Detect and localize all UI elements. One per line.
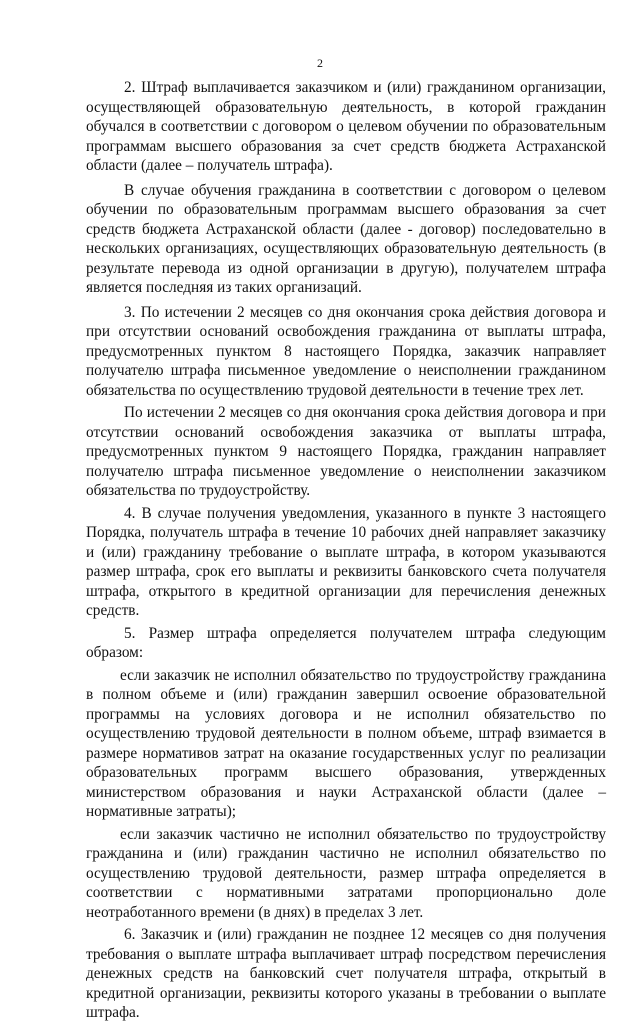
document-body [86, 78, 606, 1026]
paragraph-5-clause-partial: если заказчик частично не исполнил обязательство по трудоустройству гражданина и (или) гражданин частично не исполнил обязательство по осуществлению трудовой деятельности, размер штрафа определяется в соответствии с нормативными затратами пропорционально доле неотработанного времени (в днях) в пределах 3 лет. [86, 825, 606, 921]
paragraph-2: 2. Штраф выплачивается заказчиком и (или) гражданином организации, осуществляющей образовательную деятельность, в которой гражданин обучался в соответствии с договором о целевом обучении по образовательным программам высшего образования за счет средств бюджета Астраханской области (далее – получатель штрафа). [86, 79, 606, 174]
page-number: 2 [317, 56, 323, 70]
paragraph-2-continued: В случае обучения гражданина в соответствии с договором о целевом обучении по образовательным программам высшего образования за счет средств бюджета Астраханской области (далее - договор) последовательно в нескольких организациях, осуществляющих образовательную деятельность (в результате перевода из одной организации в другую), получателем штрафа является последняя из таких организаций. [86, 181, 606, 296]
paragraph-5-clause-full: если заказчик не исполнил обязательство по трудоустройству гражданина в полном объеме и (или) гражданин завершил освоение образовательной программы на условиях договора и не исполнил обязательство по осуществлению трудовой деятельности в полном объеме, штраф взимается в размере нормативов затрат на оказание государственных услуг по реализации образовательных программ высшего образования, утвержденных министерством образования и науки Астраханской области (далее – нормативные затраты); [86, 666, 606, 820]
paragraph-4: 4. В случае получения уведомления, указанного в пункте 3 настоящего Порядка, получатель штрафа в течение 10 рабочих дней направляет заказчику и (или) гражданину требование о выплате штрафа, в котором указываются размер штрафа, срок его выплаты и реквизиты банковского счета получателя штрафа, открытого в кредитной организации для перечисления денежных средств. [86, 504, 606, 619]
paragraph-5: 5. Размер штрафа определяется получателем штрафа следующим образом: [86, 624, 606, 661]
paragraph-3-continued: По истечении 2 месяцев со дня окончания срока действия договора и при отсутствии оснований освобождения заказчика от выплаты штрафа, предусмотренных пунктом 9 настоящего Порядка, гражданин направляет получателю штрафа письменное уведомление о неисполнении заказчиком обязательства по трудоустройству. [86, 404, 606, 499]
paragraph-6: 6. Заказчик и (или) гражданин не позднее 12 месяцев со дня получения требования о выплате штрафа выплачивает штраф посредством перечисления денежных средств на банковский счет получателя штрафа, открытый в кредитной организации, реквизиты которого указаны в требовании о выплате штрафа. [86, 926, 606, 1021]
paragraph-3: 3. По истечении 2 месяцев со дня окончания срока действия договора и при отсутствии оснований освобождения гражданина от выплаты штрафа, предусмотренных пунктом 8 настоящего Порядка, заказчик направляет получателю штрафа письменное уведомление о неисполнении гражданином обязательства по осуществлению трудовой деятельности в течение трех лет. [86, 303, 606, 399]
